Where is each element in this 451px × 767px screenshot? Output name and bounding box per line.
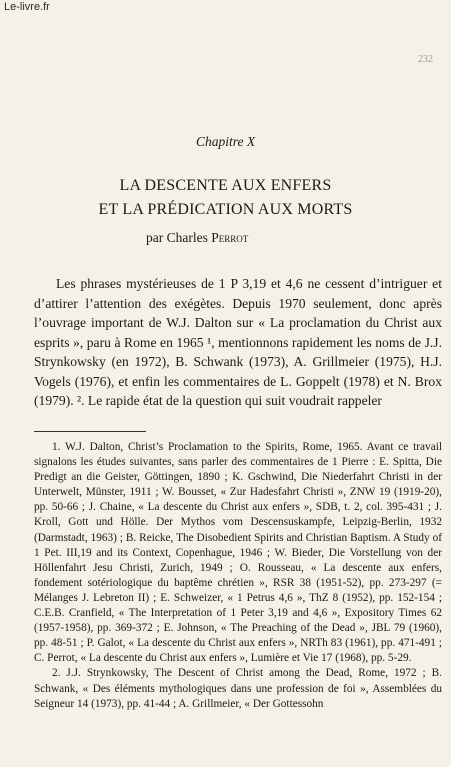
body-paragraph: Les phrases mystérieuses de 1 P 3,19 et 4,6 ne cessent d’intriguer et d’attirer l’attention des exégètes. Depuis 1970 seulement, donc après l’ouvrage important de W.J. Dalton sur « La proclamation du Christ aux esprits », paru à Rome en 1965 ¹, mentionnons rapidement les noms de J.J. Strynkowsky (en 1972), B. Schwank (1973), A. Grillmeier (1975), H.J. Vogels (1976), et enfin les commentaires de L. Goppelt (1978) et N. Brox (1979). ². Le rapide état de la question qui suit voudrait rappeler — [34, 276, 442, 408]
author-line — [146, 230, 248, 246]
chapter-label: Chapitre X — [195, 134, 256, 149]
author-prefix: par Charles — [146, 230, 212, 245]
footnote-1: 1. W.J. Dalton, Christ’s Proclamation to the Spirits, Rome, 1965. Avant ce travail signalons les études suivantes, sans parler des commentaires de 1 Pierre : E. Spitta, Die Predigt an die Geister, Göttingen, 1890 ; K. Gschwind, Die Niederfahrt Christi in der Unterwelt, Münster, 1911 ; W. Bousset, « Zur Hadesfahrt Christi », ZNW 19 (1919-20), pp. 50-66 ; J. Chaine, « La descente du Christ aux enfers », SDB, t. 2, col. 395-431 ; J. Kroll, Gott und Hölle. Der Mythos vom Descensuskampfe, Leipzig-Berlin, 1932 (Darmstadt, 1963) ; B. Reicke, The Disobedient Spirits and Christian Baptism. A Study of 1 Pet. III,19 and its Context, Copenhague, 1946 ; W. Bieder, Die Vorstellung von der Höllenfahrt Jesu Christi, Zurich, 1949 ; O. Rousseau, « La descente aux enfers, fondement sotériologique du baptême chrétien », RSR 38 (1951-52), pp. 273-297 (= Mélanges J. Lebreton II) ; E. Schweizer, « 1 Petrus 4,6 », ThZ 8 (1952), pp. 152-154 ; C.E.B. Cranfield, « The Interpretation of 1 Peter 3,19 and 4,6 », Expository Times 62 (1957-1958), pp. 369-372 ; E. Johnson, « The Preaching of the Dead », JBL 79 (1960), pp. 48-51 ; P. Galot, « La descente du Christ aux enfers », NRTh 83 (1961), pp. 471-491 ; C. Perrot, « La descente du Christ aux enfers », Lumière et Vie 17 (1968), pp. 5-29. — [34, 441, 442, 665]
watermark: Le-livre.fr — [4, 1, 50, 13]
author-surname: Perrot — [211, 230, 249, 245]
title-line-1: LA DESCENTE AUX ENFERS — [119, 177, 332, 194]
footnote-separator — [34, 431, 146, 432]
title-line-2: ET LA PRÉDICATION AUX MORTS — [98, 201, 353, 218]
footnote-2: 2. J.J. Strynkowsky, The Descent of Christ among the Dead, Rome, 1972 ; B. Schwank, « Des éléments mythologiques dans une profession de foi », Assemblées du Seigneur 14 (1973), pp. 41-44 ; A. Grillmeier, « Der Gottessohn — [34, 667, 442, 710]
footnotes — [34, 440, 442, 712]
body-paragraph-block — [34, 274, 442, 411]
chapter-title — [0, 174, 451, 222]
page-number: 232 — [418, 54, 433, 65]
